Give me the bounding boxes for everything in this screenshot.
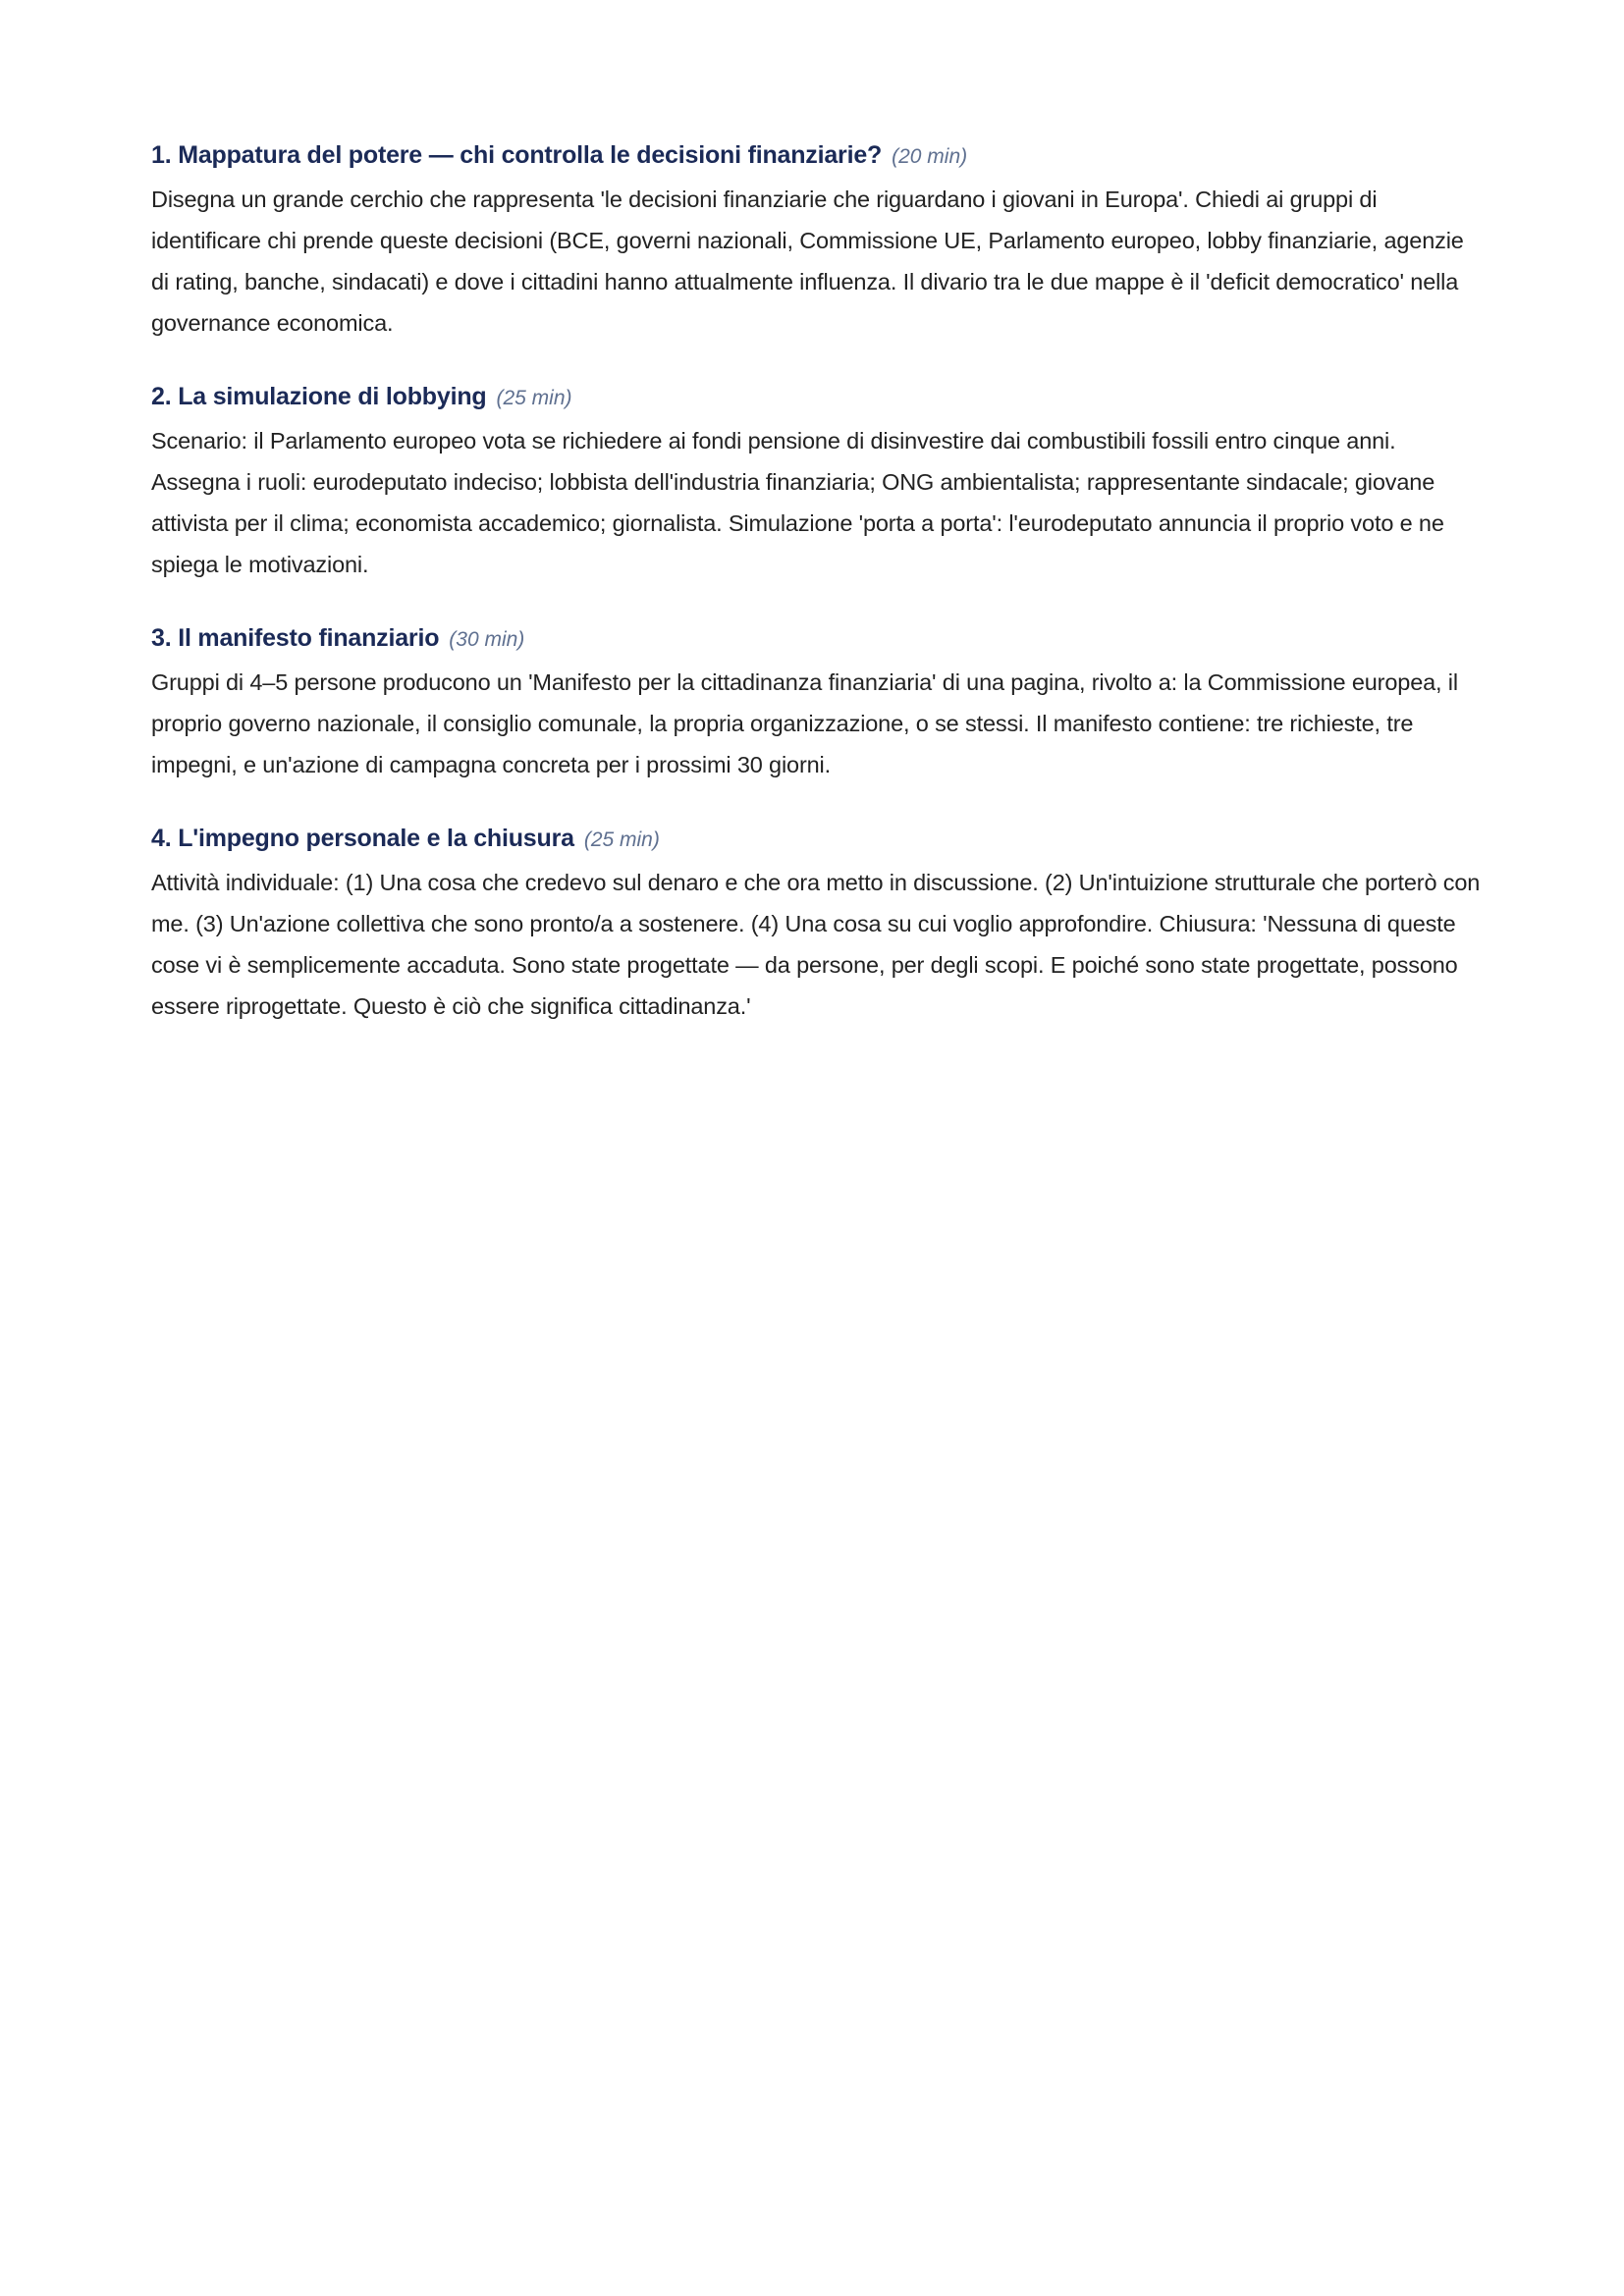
- section-heading-line: [151, 818, 1487, 859]
- section-heading: 2. La simulazione di lobbying: [151, 383, 487, 410]
- section-duration: (25 min): [583, 828, 660, 851]
- section-heading: 3. Il manifesto finanziario: [151, 624, 440, 652]
- activity-section: [151, 134, 1487, 344]
- section-body: Gruppi di 4–5 persone producono un 'Manifesto per la cittadinanza finanziaria' di una pagina, rivolto a: la Commissione europea, il proprio governo nazionale, il consiglio comunale, la propria organizzazione, o se stessi. Il manifesto contiene: tre richieste, tre impegni, e un'azione di campagna concreta per i prossimi 30 giorni.: [151, 669, 1458, 777]
- activity-section: [151, 376, 1487, 585]
- section-heading: 4. L'impegno personale e la chiusura: [151, 825, 574, 852]
- document-page: [151, 134, 1487, 1059]
- section-body: Attività individuale: (1) Una cosa che credevo sul denaro e che ora metto in discussione. (2) Un'intuizione strutturale che porterò con me. (3) Un'azione collettiva che sono pronto/a a sostenere. (4) Una cosa su cui voglio approfondire. Chiusura: 'Nessuna di queste cose vi è semplicemente accaduta. Sono state progettate — da persone, per degli scopi. E poiché sono state progettate, possono essere riprogettate. Questo è ciò che significa cittadinanza.': [151, 870, 1481, 1019]
- section-heading-line: [151, 134, 1487, 176]
- section-duration: (30 min): [449, 628, 525, 651]
- section-heading-line: [151, 376, 1487, 417]
- section-duration: (20 min): [892, 145, 968, 168]
- activity-section: [151, 818, 1487, 1027]
- section-body: Scenario: il Parlamento europeo vota se richiedere ai fondi pensione di disinvestire dai combustibili fossili entro cinque anni. Assegna i ruoli: eurodeputato indeciso; lobbista dell'industria finanziaria; ONG ambientalista; rappresentante sindacale; giovane attivista per il clima; economista accademico; giornalista. Simulazione 'porta a porta': l'eurodeputato annuncia il proprio voto e ne spiega le motivazioni.: [151, 428, 1444, 577]
- section-duration: (25 min): [496, 387, 572, 409]
- section-body: Disegna un grande cerchio che rappresenta 'le decisioni finanziarie che riguardano i giovani in Europa'. Chiedi ai gruppi di identificare chi prende queste decisioni (BCE, governi nazionali, Commissione UE, Parlamento europeo, lobby finanziarie, agenzie di rating, banche, sindacati) e dove i cittadini hanno attualmente influenza. Il divario tra le due mappe è il 'deficit democratico' nella governance economica.: [151, 187, 1464, 336]
- activity-section: [151, 617, 1487, 785]
- section-heading-line: [151, 617, 1487, 659]
- section-heading: 1. Mappatura del potere — chi controlla le decisioni finanziarie?: [151, 141, 883, 169]
